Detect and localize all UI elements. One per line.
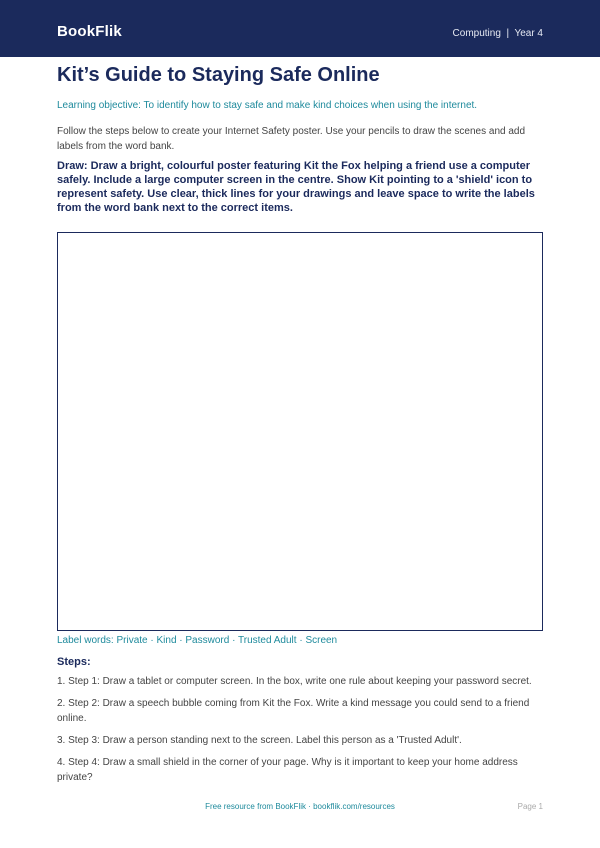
footer-credit: Free resource from BookFlik · bookflik.com/resources — [205, 802, 395, 811]
steps-heading: Steps: — [57, 656, 91, 668]
year-label: Year 4 — [514, 28, 543, 39]
steps-list — [57, 674, 547, 792]
page-number: Page 1 — [517, 802, 543, 811]
page-title: Kit’s Guide to Staying Safe Online — [57, 64, 380, 86]
label-word-bank: Label words: Private · Kind · Password · Trusted Adult · Screen — [57, 635, 338, 646]
draw-instruction: Draw: Draw a bright, colourful poster featuring Kit the Fox helping a friend use a computer safely. Include a large computer screen in the centre. Show Kit pointing to a 'shield' icon to represent safety. Use clear, thick lines for your drawings and leave space to write the labels from the word bank next to the correct items. — [57, 160, 535, 214]
subject-year-label — [453, 28, 543, 39]
brand-logo-text: BookFlik — [57, 23, 122, 40]
step-item-1: 1. Step 1: Draw a tablet or computer screen. In the box, write one rule about keeping your password secret. — [57, 676, 532, 687]
page-header — [0, 0, 600, 57]
drawing-area-box[interactable] — [57, 232, 543, 631]
subject-separator: | — [506, 28, 510, 39]
step-item-4: 4. Step 4: Draw a small shield in the corner of your page. Why is it important to keep your home address private? — [57, 757, 518, 783]
step-item-2: 2. Step 2: Draw a speech bubble coming from Kit the Fox. Write a kind message you could send to a friend online. — [57, 698, 530, 724]
intro-text: Follow the steps below to create your Internet Safety poster. Use your pencils to draw the scenes and add labels from the word bank. — [57, 126, 526, 152]
subject-label: Computing — [452, 28, 501, 39]
step-item-3: 3. Step 3: Draw a person standing next to the screen. Label this person as a 'Trusted Adult'. — [57, 735, 462, 746]
learning-objective: Learning objective: To identify how to stay safe and make kind choices when using the internet. — [57, 100, 478, 111]
